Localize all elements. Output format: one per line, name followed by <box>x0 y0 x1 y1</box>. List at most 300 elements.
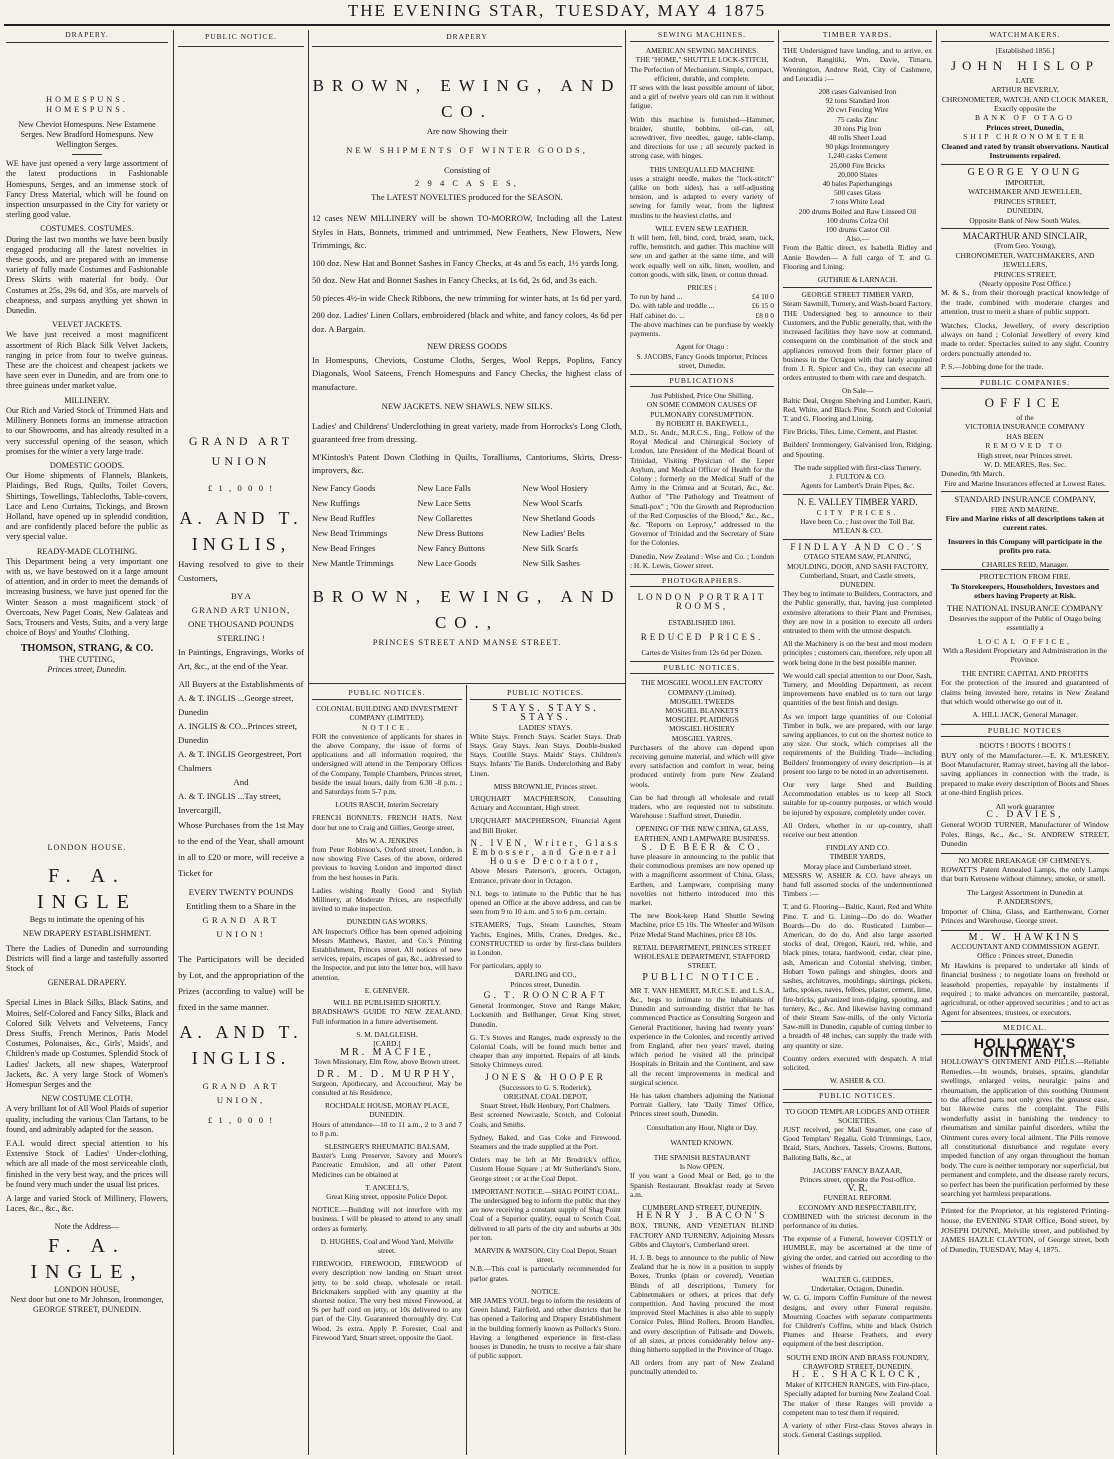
ad-text: Mr Hawkins is prepared to undertake all kinds of financial business ; to negotiate loans on freehold or leasehold properties, repayable by instalments if required ; to make advances on mercantile, pastoral, agricultural, or other approved securities ; and to act as Agent for absentees, trustees, or executors. <box>941 960 1109 1017</box>
column-divider <box>778 30 779 1455</box>
ad-heading: TIMBER YARDS, <box>829 852 886 862</box>
ad-signature: W. ASHER & CO. <box>829 1076 886 1086</box>
ad-text: HOLLOWAY'S OINTMENT AND PILLS.—Reliable Remedies.—In wounds, bruises, sprains, glandular swellings, enlarged veins, neuralgic pains and rheumatism, the application of this soothing Ointment to the affected parts not only gives the greatest ease, but likewise cures the complaint. The Pills wonderfully assist in banishing the tendency to rheumatism and similar painful disorders, whilst the Ointment cures every local ailment. The Pills remove all constitutional disturbance and regulate every impeded function of any organ throughout the human body. The cure is neither temporary nor superficial, but permanent and complete, and the disease rarely recurs, so perfect has been the purification performed by these searching yet harmless preparations. <box>941 1057 1109 1199</box>
ad-heading: NEW JACKETS. NEW SHAWLS. NEW SILKS. <box>381 401 553 411</box>
ad-heading: PRICES : <box>687 283 717 293</box>
ad-signature: D. HUGHES, Coal and Wood Yard, Melville street. <box>320 1236 454 1255</box>
ad-text: Surgeon, Apothecary, and Accoucheur, May be consulted at his Residence, <box>312 1078 462 1097</box>
ad-text: MR JAMES YOUL begs to inform the residents of Green Island, Fairfield, and other districts that he has opened a Tailoring and Drapery Establishment in the building formerly known as Pollock's Store. Having a lengthened experience in first-class houses in Dunedin, he trusts to receive a fair share of public support. <box>470 1295 621 1361</box>
ad-text: AN Inspector's Office has been opened adjoining Messrs Matthews, Baxter, and Co.'s Printing Establishment, Princes street. All notices of new services, repairs, escapes of gas, &c., addressed to the Inspector, and put into the letter box, will have attention. <box>312 926 462 982</box>
ad-text: ESTABLISHED 1861. <box>668 617 736 627</box>
imprint: Printed for the Proprietor, at his registered Printing-house, the EVENING STAR Office, Bond street, by JOSEPH DUNNE, Melville street, and published by JAMES HAZLE CLAYTON, of George street, both of Dunedin, TUESDAY, May 4, 1875. <box>941 1202 1109 1254</box>
ad-text: P. S.—Jobbing done for the trade. <box>941 362 1044 372</box>
prize-amount: £ 1 , 0 0 0 ! <box>207 483 275 493</box>
ad-text: Purchasers of the above can depend upon receiving genuine material, and which will give every satisfaction and comfort in wear, being produced entirely from pure New Zealand wools. <box>630 742 774 789</box>
ad-title: A. AND T. INGLIS. <box>179 1022 303 1068</box>
section-heading: PUBLICATIONS <box>630 374 774 387</box>
column-watchmakers <box>941 30 1109 1450</box>
ad-heading: NOTICE. <box>362 722 412 732</box>
list-item: New Wool Hosiery <box>522 482 588 493</box>
ad-text: MOSGIEL PLAIDINGS <box>665 715 739 725</box>
ad-text: Above Messrs Paterson's, grocers, Octagon, Entrance, private door in Octagon. <box>470 866 621 885</box>
column-timber-yards <box>783 30 932 1450</box>
newspaper-title: THE EVENING STAR, <box>347 1 546 20</box>
ad-text: 12 cases NEW MILLINERY will be shown TO-MORROW, Including all the Latest Styles in Hats, Bonnets, trimmed and untrimmed, New Feathers, New Flowers, New Trimmings, &c. <box>312 213 622 250</box>
ad-title: F. A. INGLE, <box>30 1234 144 1283</box>
list-item: New Bead Ruffles <box>312 512 375 523</box>
ad-heading: GRAND ART UNION, <box>202 1081 280 1105</box>
ad-text: 50 pieces 4½-in wide Check Ribbons, the new trimming for winter hats, at 1s 6d per yard. <box>312 292 622 303</box>
ad-heading: CUMBERLAND STREET, DUNEDIN. <box>642 1202 762 1212</box>
ad-text: To Storekeepers, Householders, Investors and others having Property at Risk. <box>950 581 1100 600</box>
ad-heading: DOMESTIC GOODS. <box>49 460 125 470</box>
ad-heading: MILLINERY. <box>64 395 110 405</box>
ad-heading: BANK OF OTAGO <box>975 113 1075 123</box>
ad-title: BROWN, EWING, AND CO. <box>312 75 622 121</box>
ad-text: A variety of other First-class Stoves always in stock. General Castings supplied. <box>783 1421 932 1440</box>
ad-text: ROCHDALE HOUSE, MORAY PLACE, DUNEDIN. <box>324 1101 450 1120</box>
ad-text: MOSGIEL YARNS. <box>671 733 733 743</box>
ad-text: A. & T. INGLIS ...George street, Dunedin <box>178 693 294 717</box>
ad-title: GEORGE YOUNG <box>941 164 1109 177</box>
ad-text: Ladies wishing Really Good and Stylish Millinery, at Moderate Prices, are respectfully invited to make inspection. <box>312 885 462 914</box>
ad-signature: P. ANDERSON'S, <box>997 897 1053 907</box>
ad-text: All orders from any part of New Zealand punctually attended to. <box>630 1358 774 1377</box>
ad-text: M.D., St. Andr., M.R.C.S., Eng., Fellow of the Royal Medical and Chirurgical Society of London, late President of the Medical Board of Trinidad, Visiting Physician of the Leper Asylum, and Medical Officer of Health for the Colony ; formerly on the Medical Staff of the Army in the Crimea and at Scutari, &c., &c. Author of "The Pathology and Treatment of Small-pox" ; "On the Growth and Reproduction of the Red Corpuscles of the Blood," &c., &c., &c. "Reports on Leprosy," addressed to the Governor of Trinidad and the Secretary of State for the Colonies. <box>630 427 774 548</box>
ad-text: Importer of China, Glass, and Earthenware, Corner Princes and Warehouse, George street. <box>941 906 1109 926</box>
ad-heading: NO MORE BREAKAGE OF CHIMNEYS. <box>941 853 1109 865</box>
ad-heading: FIRE AND MARINE. <box>990 504 1060 514</box>
ad-text: The above machines can be purchase by weekly payments. <box>630 319 774 339</box>
list-item: New Fancy Goods <box>312 482 376 493</box>
list-item: New Shetland Goods <box>522 512 595 523</box>
ad-text: Consisting of <box>443 164 491 175</box>
ad-title: DR. M. D. MURPHY, <box>316 1068 457 1080</box>
list-item: New Lace Goods <box>417 557 477 568</box>
ad-text: Ladies' and Childrens' Underclothing in great variety, made from Horrocks's Long Cloth, guaranteed free from dressing. <box>312 420 622 444</box>
ad-title: N. IVEN, Writer, Glass Embosser, and General House Decorator, <box>470 837 621 867</box>
ad-text: Opposite Bank of New South Wales. <box>969 215 1081 225</box>
ad-text: Fire and Marine Insurances effected at Lowest Rates. <box>944 478 1106 488</box>
ad-text: The maker of these Ranges will provide a competent man to test them if required. <box>783 1398 932 1417</box>
price-row <box>630 301 774 310</box>
ad-text: (Successors to G. S. Roderick), <box>499 1082 592 1092</box>
ad-heading: WILL BE PUBLISHED SHORTLY. <box>333 998 441 1008</box>
masthead <box>0 0 1114 22</box>
ad-heading: WILL EVEN SEW LEATHER. <box>655 223 749 233</box>
ad-text: IT sews with the least possible amount of labor, and a girl of twelve years old can run it without fatigue. <box>630 83 774 111</box>
ad-text: WE have just opened a very large assortment of the latest productions in Fashionable Homespuns, Serges, and an immense stock of Fancy Dress Material, which will be found on inspection unsurpassed in the City for variety or sterling good value. <box>6 159 168 220</box>
list-item: 100 drums Castor Oil <box>825 225 890 235</box>
ad-heading: ACCOUNTANT AND COMMISSION AGENT. <box>950 941 1100 951</box>
ad-text: By ROBERT H. BAKEWELL, <box>655 418 749 428</box>
ad-text: The expense of a Funeral, however COSTLY or HUMBLE, may be ascertained at the time of giving the order, and carried out according to the wishes of friends by <box>783 1234 932 1271</box>
list-item: New Ruffings <box>312 497 360 508</box>
ad-text: On Sale— <box>842 386 873 396</box>
ad-text: CRAWFORD STREET, DUNEDIN. <box>803 1361 912 1371</box>
list-item: New Wool Scarfs <box>522 497 583 508</box>
ad-title: FINDLAY AND CO.'S <box>783 539 932 552</box>
ad-title: MACARTHUR AND SINCLAIR, <box>941 228 1109 241</box>
ad-signature: S. JACOBS, Fancy Goods Importer, Princes street, Dunedin. <box>636 351 768 370</box>
ad-text: Special Lines in Black Silks, Black Satins, and Moires, Self-Colored and Fancy Silks, Black and Colored Silk Velvets and Velveteens, Fancy Dress Stuffs, French Merinos, Paris Model Costumes, Polonaises, &c., Girls', Maids', and Children's made up Costumes. Splendid Stock of Ladies' Jackets, all new shapes, Waterproof Jackets, &c. A very large Stock of Women's Homespun Serges and the <box>6 998 168 1090</box>
ad-text: Moray place and Cumberland street. <box>803 861 912 871</box>
ad-text: Office : Princes street, Dunedin <box>977 951 1073 961</box>
column-drapery <box>6 30 168 1450</box>
ad-text: Just Published, Price One Shilling. <box>650 391 754 401</box>
ad-title: F. A. INGLE <box>37 865 137 914</box>
ad-text: COMBINED with the strictest decorum in the performance of its duties. <box>783 1211 932 1230</box>
column-heading: TIMBER YARDS. <box>783 30 932 42</box>
list-item: New Bead Trimmings <box>312 527 388 538</box>
ad-heading: THE MOSGIEL WOOLLEN FACTORY COMPANY (Limited). <box>640 678 764 697</box>
ad-text: FIREWOOD, FIREWOOD, FIREWOOD of every description now landing on Stuart street jetty, to be sold cheap, wholesale or retail. Brickmakers supplied with any quantity at the shortest notice. The very best mixed Firewood, at 9s per half cord on jetty, or 10s delivered to any part of the City. Guaranteed thoroughly dry. Cut Wood, 2s extra. Apply P. Forester, Coal and Firewood Yard, Stuart street, opposite the Gaol. <box>312 1259 462 1342</box>
ad-text: Our Home shipments of Flannels, Blankets, Plaidings, Bed Rugs, Quilts, Toilet Covers, Shirtings, Towellings, Tablecloths, Table-covers, Lace and Leno Curtains, Tickings, and Brown Holland, have opened up in splendid condition, and are confidently placed before the public as very special value. <box>6 471 168 542</box>
list-item: 500 cases Glass <box>834 188 881 198</box>
ad-text: (From Geo. Young), <box>994 241 1056 251</box>
ad-title: OFFICE <box>984 395 1066 410</box>
ad-text: A large and varied Stock of Millinery, Flowers, Laces, &c., &c., &c. <box>6 1194 168 1214</box>
list-item: 48 rolls Sheet Lead <box>828 133 887 143</box>
ad-text: Baxter's Lung Preserver, Savory and Moore's Pancreatic Emulsion, and all other Patent Medicines can be obtained at <box>312 1151 462 1179</box>
ad-heading: ONE THOUSAND POUNDS STERLING ! <box>188 619 294 643</box>
ad-heading: [CARD.] <box>373 1038 401 1048</box>
ad-text: From the Baltic direct, ex Isabella Ridley and Annie Bowden— A full cargo of T. and G. Flooring and Lining. <box>783 243 932 271</box>
ad-text: Fire and Marine risks of all descriptions taken at current rates. <box>945 514 1105 533</box>
ad-text: The LATEST NOVELTIES produced for the SEASON. <box>371 191 563 202</box>
ad-text: ROWATT'S Patent Annealed Lamps, the only Lamps that burn Kerosene without chimney, smoke, or smell. <box>941 865 1109 884</box>
ad-text: IMPORTER, <box>1005 177 1045 187</box>
ad-text: PRINCES STREET AND MANSE STREET. <box>372 636 562 647</box>
ad-text: High street, near Princes street. <box>977 450 1073 460</box>
ad-heading: GEORGE STREET TIMBER YARD, <box>783 287 932 299</box>
list-item: 208 cases Galvanised Iron <box>818 87 897 97</box>
ad-text: Exactly opposite the <box>994 104 1056 114</box>
ad-text: Princes street, opposite the Post-office. <box>799 1174 916 1184</box>
ad-text: [Established 1856.] <box>995 46 1055 56</box>
ad-text: With this machine is furnished—Hammer, braider, shuttle, bobbins, oil-can, oil, screwdriver, five needles, gauge, table-clamp, and directions for use ; all securely packed in strong case, with hinges. <box>630 114 774 161</box>
ad-text: T. and G. Flooring—Baltic, Kauri, Red and White Pine. T. and G. Lining—Do do do. Weather Boards—Do do do. Rusticated Lumber—American, do do do. And also large assorted stocks of deal, Oregon, Kauri, red, white, and black pines, totara, hardwood, cedar, clear pine, ash, American and Colonial shelving, timber, Hobart Town palings and shingles, doors and sashes, architraves, mouldings, skirtings, pickets, laths, spokes, naves, felloes, plaster, cement, lime, fire-bricks, galvanized iron-ridging, spouting, and turnery, &c., &c. And likewise having command of their Steam Saw-mills, of the only Victoria Saw-mill in Dunedin, capable of cutting timber to a breadth of 48 inches, can supply the trade with any quantity or size. <box>783 902 932 1050</box>
ad-heading: THE ENTIRE CAPITAL AND PROFITS <box>961 668 1089 678</box>
ad-heading: T. ANCELL'S, <box>365 1182 409 1192</box>
ad-title: PUBLIC NOTICE. <box>642 972 762 984</box>
section-heading: PUBLIC NOTICES. <box>783 1089 932 1102</box>
ad-text: A very brilliant lot of All Wool Plaids of superior quality, including the various Clan Tartans, to be found, and admirably adapted for the season. <box>6 1104 168 1134</box>
price-row <box>630 292 774 301</box>
column-heading: DRAPERY <box>312 30 622 47</box>
ad-text: Builders' Ironmongery, Galvanised Iron, Ridging, and Spouting. <box>783 440 932 459</box>
ad-signature: DARLING and CO., <box>514 970 577 980</box>
ad-text: All work guarantee <box>995 801 1055 811</box>
firm-name: THOMSON, STRANG, & CO. <box>20 643 154 655</box>
ad-heading: JACOBS' FANCY BAZAAR, <box>812 1165 902 1175</box>
ad-title: A. AND T. INGLIS, <box>179 508 303 554</box>
ad-signature: W. D. MEARES, Res. Sec. <box>983 460 1067 470</box>
ad-heading: 2 9 4 C A S E S, <box>415 178 519 188</box>
ad-heading: RETAIL DEPARTMENT, PRINCES STREET WHOLESALE DEPARTMENT, STAFFORD STREET. <box>632 942 772 971</box>
ad-text: The Perfection of Mechanism. Simple, compact, efficient, durable, and complete. <box>630 64 774 83</box>
price-value: £6 15 0 <box>751 301 774 311</box>
ad-heading: THE SPANISH RESTAURANT <box>653 1152 751 1162</box>
ad-title: H. E. SHACKLOCK, <box>792 1370 923 1381</box>
ad-heading: IMPORTANT NOTICE.—SHAG POINT COAL. <box>471 1186 620 1196</box>
ad-text: BY A <box>231 591 251 601</box>
ad-text: With a Resident Proprietary and Administration in the Province. <box>943 645 1107 665</box>
ad-text: G. T.'s Stoves and Ranges, made expressly to the Colonial Coals, will be found much better and cheaper than any imported. Repairs of all kinds. Smoky Chimneys cured. <box>470 1032 621 1070</box>
ad-signature: GUTHRIE & LARNACH. <box>817 275 898 285</box>
ad-title: THE NATIONAL INSURANCE COMPANY <box>947 603 1103 614</box>
ad-text: Insurers in this Company will participate in the profits pro rata. <box>947 536 1103 556</box>
ad-text: GEORGE STREET, DUNEDIN. <box>32 1305 142 1315</box>
ad-text: Are now Showing their <box>426 125 508 136</box>
ad-text: Maker of KITCHEN RANGES, with Fire-place, <box>785 1380 930 1390</box>
ad-heading: NEW DRESS GOODS <box>426 341 508 351</box>
ad-text: General Ironmonger, Stove and Range Maker, Locksmith and Bellhanger, Great King street, Dunedin. <box>470 1001 621 1029</box>
ad-text: NOTICE.—Building will not interfere with my business. I will be pleased to attend to any small orders as formerly. <box>312 1205 462 1233</box>
list-item: New Collarettes <box>417 512 473 523</box>
ad-text: FRENCH BONNETS. FRENCH HATS. Next door but one to Craig and Gillies, George street, <box>312 813 462 832</box>
ad-title: STANDARD INSURANCE COMPANY, <box>941 491 1109 504</box>
price-label: To run by hand ... <box>630 292 683 302</box>
ad-text: Cumberland, Stuart, and Castle streets, DUNEDIN. <box>799 570 916 589</box>
list-item: New Mantle Trimmings <box>312 557 394 568</box>
ad-text: As we import large quantities of our Colonial Timber in bulk, we are prepared, with our large sawing appliances, to cut on the shortest notice to any size. Our stock, which comprises all the requirements of the Building Trade—including Builders' Ironmongery of every description—is at present too large to be noted in an advertisement. <box>783 711 932 776</box>
ad-text: Princes street, Dunedin. <box>510 979 581 989</box>
list-item: 40 bales Paperhangings <box>822 179 893 189</box>
ad-heading: OPENING OF THE NEW CHINA, GLASS, EARTHEN, AND LAMPWARE BUSINESS. <box>634 824 770 843</box>
ad-text: Having resolved to give to their Customers, <box>178 559 304 583</box>
masthead-rule <box>4 24 1110 26</box>
ad-text: (Nearly opposite Post Office.) <box>979 278 1071 288</box>
ad-heading: WANTED KNOWN. <box>670 1137 734 1147</box>
column-heading: DRAPERY. <box>6 30 168 43</box>
ad-text: It will hem, fell, bind, cord, braid, seam, tuck, ruffle, hemstitch, and gather. This machine will sew on and gather at the same time, and will work equally well on silk, linen, woollen, and cotton goods, with silk, linen, or cotton thread. <box>630 233 774 279</box>
list-item: 30 tons Pig Iron <box>833 123 882 133</box>
ad-text: A. & T. INGLIS ...Tay street, Invercargill, <box>178 791 281 815</box>
ad-heading: SHIP CHRONOMETER <box>963 132 1087 142</box>
column-heading: PUBLIC NOTICE. <box>178 30 304 47</box>
ad-text: N.I. begs to intimate to the Public that he has opened an Office at the above address, and can be seen from 9 to 10 a.m. and 5 to 6 p.m. certain. <box>470 888 621 917</box>
ad-text: 200 doz. Ladies' Linen Collars, embroidered (black and white, and fancy colors, 4s 6d per doz. A Bargain. <box>312 310 622 334</box>
ad-heading: GRAND ART UNION, <box>191 605 291 615</box>
ad-text: Is Now OPEN. <box>679 1162 725 1172</box>
stock-list <box>783 87 932 243</box>
ad-text: All Buyers at the Establishments of <box>178 679 304 689</box>
firm-subtitle: THE CUTTING, <box>59 654 115 664</box>
ad-text: During the last two months we have been busily engaged producing all the latest novelties in these goods, and are prepared with an immense variety of fully made Costumes and Fashionable Dress Skirts with material for body. Our Costumes at 25s, 29s 6d, and 35s, are marvels of cheapness, and surpass anything yet shown in Dunedin. <box>6 234 168 316</box>
ad-text: JUST received, per Mail Steamer, one case of Good Templars' Regalia, Gold Trimmings, Lace, Braid, Stars, Anchors, Tassels, Crowns, Buttons, Balloting Balls, &c., at <box>783 1124 932 1162</box>
ad-text: New Cheviot Homespuns. New Estamene Serges. New Bradford Homespuns. New Wellington Serges. <box>18 119 156 150</box>
list-item: 200 drums Boiled and Raw Linseed Oil <box>798 206 917 216</box>
ad-text: For particulars, apply to <box>470 961 542 971</box>
ad-text: Note the Address— <box>54 1222 120 1232</box>
ad-heading: CITY PRICES. <box>816 507 899 517</box>
ad-heading: LONDON HOUSE. <box>47 842 127 852</box>
ad-text: Princes street, Dunedin, <box>986 122 1064 132</box>
ad-heading: NEW SHIPMENTS OF WINTER GOODS, <box>346 145 588 155</box>
ad-heading: ECONOMY AND RESPECTABILITY, <box>798 1202 917 1212</box>
ad-text: This Department being a very important one with us, we have bestowed on it a large amount of attention, and in order to meet the demands of increasing business, we have just opened for the Winter Season a most magnificent stock of Overcoats, New Paget Coats, New Galateas and Sacs, Trousers and Vests, Suits, and a very large choice of Boys' and Youths' Clothing. <box>6 556 168 638</box>
ad-signature: S. M. DALGLEISH. <box>356 1029 418 1039</box>
ad-text: Country orders executed with despatch. A trial solicited. <box>783 1053 932 1072</box>
ad-heading: FUNERAL REFORM. <box>823 1193 892 1203</box>
ad-text: They beg to intimate to Builders, Contractors, and the Public generally, that, having just completed extensive alterations to their Plant and Premises, they are now in a position to execute all orders entrusted to them with the utmost despatch. <box>783 589 932 635</box>
ad-text: Agents for Lambert's Drain Pipes, &c. <box>800 481 915 491</box>
ad-title: V. R. <box>847 1183 868 1195</box>
ad-heading: BOOTS ! BOOTS ! BOOTS ! <box>979 741 1071 751</box>
ad-heading: VICTORIA INSURANCE COMPANY <box>964 422 1086 432</box>
ad-text: White Stays. French Stays. Scarlet Stays. Drab Stays. Gray Stays. Jean Stays. Double-busked Stays. Coutille Stays. Maids' Stays. Children's Stays. Infants' Tie Bands. Underclothing and Baby Linen. <box>470 731 621 778</box>
ad-text: from Peter Robinson's, Oxford street, London, is now showing Five Cases of the above, ordered previous to leaving London and imported direct from the best houses in Paris. <box>312 845 462 882</box>
column-art-union <box>178 30 304 1450</box>
ad-heading: PROTECTION FROM FIRE. <box>941 569 1109 581</box>
ad-text: STEAMERS, Tugs, Steam Launches, Steam Yachts, Engines, Mills, Cranes, Dredges, &c., CONSTRUCTED to order by first-class builders in London. <box>470 920 621 958</box>
ad-text: uses a straight needle, makes the "lock-stitch" (alike on both sides), has a self-adjusting tension, and is adapted to every variety of sewing for family wear, from the lightest muslins to the heaviest cloths, and <box>630 173 774 220</box>
ad-text: Agent for Otago : <box>675 342 729 352</box>
ad-heading: REMOVED TO <box>985 441 1065 451</box>
ad-heading: ORIGINAL COAL DEPOT, <box>503 1091 588 1101</box>
ad-text: FOR the convenience of applicants for shares in the above Company, the issue of forms of applications and all information required, the undersigned will attend in the Temporary Offices of the Company, Temple Chambers, Princes street, beside the usual hours, daily from 6.30 -8 p.m. ; and Saturdays from 5-7 p.m. <box>312 731 462 797</box>
ad-heading: ARTHUR BEVERLY, <box>991 85 1059 95</box>
ad-text: The Participators will be decided by Lot, and the appropriation of the Prizes (according to value) will be fixed in the same manner. <box>178 954 304 1012</box>
list-item: 1,240 casks Cement <box>827 151 888 161</box>
ad-heading: GRAND ART UNION! <box>202 915 280 939</box>
ad-heading: WATCHMAKER AND JEWELLER, <box>968 187 1082 197</box>
list-item: 20,000 Slates <box>837 169 878 179</box>
ad-title: JONES & HOOPER <box>485 1072 606 1083</box>
ad-text: MOSGIEL TWEEDS <box>669 696 735 706</box>
column-heading: PUBLIC NOTICES. <box>470 688 621 700</box>
ad-text: Watches, Clocks, Jewellery, of every description always on hand ; Colonial Jewellery of every kind made to order. Spectacles suited to any sight. Country orders punctually attended to. <box>941 320 1109 358</box>
ad-text: All Orders, whether in or up-country, shall receive our best attention <box>783 820 932 840</box>
brown-ewing-advert <box>312 30 622 682</box>
ad-heading: LONDON HOUSE, <box>54 1284 120 1294</box>
ad-heading: EVERY TWENTY POUNDS <box>188 887 294 897</box>
ad-title: C. DAVIES, <box>986 810 1064 821</box>
column-public-notices-b <box>470 688 621 1428</box>
ad-heading: Mrs W. A. JENKINS <box>355 835 419 845</box>
ad-text: HAS BEEN <box>1006 431 1044 441</box>
ad-title: M. W. HAWKINS <box>941 930 1109 942</box>
ad-text: Cartes de Visites from 12s 6d per Dozen. <box>641 647 763 657</box>
price-label: Do. with table and treddle ... <box>630 301 715 311</box>
price-label: Half cabinet do. ... <box>630 310 685 320</box>
ad-text: Have been Co. ; Just over the Toll Bar. <box>800 516 915 526</box>
ad-text: If you want a Good Meal or Bed, go to the Spanish Restaurant. Breakfast ready at Seven a.m. <box>630 1171 774 1199</box>
ad-text: BUY only of the Manufacturer.—E. K. M'LESKEY, Boot Manufacturer, Rattray street, having all the labor-saving appliances in connection with the trade, is prepared to make every description of Boots and Shoes at one-third English prices. <box>941 750 1109 798</box>
list-item: New Dress Buttons <box>417 527 484 538</box>
ad-text: Best screened Newcastle, Scotch, and Colonial Coals, and Smiths. <box>470 1110 621 1129</box>
ad-signature: WALTER G. GEDDES, <box>821 1274 894 1284</box>
column-divider <box>625 30 626 1455</box>
ad-text: Hours of attendance—10 to 11 a.m., 2 to 3 and 7 to 8 p.m. <box>312 1119 462 1138</box>
ad-text: A. & T. INGLIS Georgestreet, Port Chalmers <box>178 749 302 773</box>
ad-heading: CHRONOMETER, WATCH, AND CLOCK MAKER, <box>941 94 1109 104</box>
ad-text: URQUHART MACPHERSON, Financial Agent and Bill Broker. <box>470 816 621 835</box>
ad-signature: MARVIN & WATSON, City Coal Depot, Stuart street. <box>474 1245 617 1265</box>
ad-text: Great King street, opposite Police Depot. <box>326 1191 448 1201</box>
ad-heading: NEW DRAPERY ESTABLISHMENT. <box>22 929 152 939</box>
firm-address: Princes street, Dunedin. <box>47 664 127 674</box>
ad-text: URQUHART MACPHERSON, Consulting Actuary and Accountant, High street. <box>470 794 621 813</box>
section-heading: PUBLIC NOTICES. <box>630 661 774 674</box>
ad-text: He has taken chambers adjoining the National Portrait Gallery, late 'Daily Times' Office, Princes street south, Dunedin. <box>630 1090 774 1119</box>
ad-signature: E. GENEVER. <box>364 985 410 995</box>
ad-text: For the protection of the insured and guaranteed of claims being invested here, retains in New Zealand that which would otherwise go out of it. <box>941 678 1109 706</box>
ad-text: Baltic Deal, Oregon Shelving and Lumber, Kauri, Red, White, and Black Pine, Scotch and Colonial T. and G. Flooring and Lining. <box>783 395 932 423</box>
ad-text: Whose Purchases from the 1st May to the end of the Year, shall amount in all to £20 or more, will receive a Ticket for <box>178 820 304 878</box>
ad-title: HOLLOWAY'S OINTMENT, <box>973 1034 1077 1060</box>
ad-title: MR. MACFIE, <box>340 1047 434 1059</box>
price-value: £8 0 0 <box>755 310 774 320</box>
ad-heading: DUNEDIN GAS WORKS. <box>346 917 428 927</box>
ad-title: N. E. VALLEY TIMBER YARD. <box>783 494 932 507</box>
list-item: New Silk Sashes <box>522 557 580 568</box>
ad-text: There the Ladies of Dunedin and surrounding Districts will find a large and tastefully assorted Stock of <box>6 943 168 973</box>
ad-text: THE Undersigned beg to announce to their Customers, and the Public generally, that, with the increased facilities they have now at command, consequent on the combination of the stock and appliances removed from their former place of business in the Octagon with that lately acquired from J. R. Spicer and Co., they can execute all orders entrusted to them with care and despatch. <box>783 308 932 383</box>
section-heading: PHOTOGRAPHERS. <box>630 574 774 587</box>
ad-text: Entitling them to a Share in the <box>186 901 296 911</box>
list-item: Also,— <box>845 234 870 244</box>
section-heading: MEDICAL. <box>941 1021 1109 1034</box>
section-heading: PUBLIC NOTICES <box>941 724 1109 737</box>
ad-text: BRADSHAW'S GUIDE TO NEW ZEALAND. Full information in a future advertisement. <box>312 1007 462 1026</box>
ad-signature: FINDLAY AND CO. <box>826 843 889 853</box>
ad-title: HENRY J. BACON'S <box>636 1211 768 1222</box>
ad-text: Consultation any Hour, Night or Day. <box>646 1122 758 1132</box>
ad-text: Steam Sawmill, Turnery, and Wash-board Factory. <box>783 299 932 309</box>
ad-heading: GENERAL DRAPERY. <box>47 978 127 988</box>
ad-heading: TO GOOD TEMPLAR LODGES AND OTHER SOCIETIES. <box>785 1106 930 1125</box>
ad-text: THE Undersigned have landing, and to arrive, ex Kodrun, Rangitiki, Wm. Davie, Timaru, Wennington, Andrew Reid, City of Cashmere, and Leucadia :— <box>783 46 932 83</box>
list-item: 75 casks Zinc <box>837 114 878 124</box>
ad-heading: AMERICAN SEWING MACHINES. <box>645 46 759 56</box>
ad-text: M. & S., from their thorough practical knowledge of the trade, combined with moderate charges and attention, trust to merit a share of public support. <box>941 288 1109 317</box>
ad-text: Fire Bricks, Tiles, Lime, Cement, and Plaster. <box>783 427 918 437</box>
price-row <box>630 311 774 320</box>
column-divider <box>936 30 937 1455</box>
list-item: New Silk Scarfs <box>522 542 578 553</box>
ad-heading: COSTUMES. COSTUMES. <box>40 224 134 234</box>
ad-text: A. INGLIS & CO...Princes street, Dunedin <box>178 721 297 745</box>
ad-title: G. T. ROONCRAFT <box>483 990 608 1001</box>
ad-text: DUNEDIN, <box>1006 206 1044 216</box>
ad-heading: THIS UNEQUALLED MACHINE <box>649 164 755 174</box>
ad-text: have pleasure in announcing to the public that their commodious premises are now opened up with a magnificent assortment of China, Glass, Earthen, and Lampware, comprising many novelties not hitherto introduced into this market. <box>630 852 774 908</box>
item-list <box>312 482 622 570</box>
ad-text: MESSRS W. ASHER & CO. have always on hand full assorted stocks of the undermentioned Timbers :— <box>783 870 932 899</box>
ad-text: of the <box>1016 413 1034 422</box>
ad-text: N.B.—This coal is particularly recommended for parlor grates. <box>470 1264 621 1283</box>
ad-heading: ON SOME COMMON CAUSES OF PULMONARY CONSUMPTION. <box>646 400 758 419</box>
ad-text: M'Kintosh's Patent Down Clothing in Quilts, Toralliums, Cantoriums, Skirts, Dress-improvers, &c. <box>312 451 622 475</box>
column-divider <box>466 685 467 1455</box>
list-item: 7 tons White Lead <box>830 197 885 207</box>
ad-text: We would call special attention to our Door, Sash, Turnery, and Moulding Department, as recent improvements have enabled us to turn out large quantities of the best finish and design. <box>783 670 932 708</box>
ad-text: Dunedin, New Zealand : Wise and Co. ; London : H. K. Lewis, Gower street. <box>630 551 774 570</box>
ad-text: MOSGIEL HOSIERY <box>668 724 736 734</box>
column-heading: SEWING MACHINES. <box>630 30 774 42</box>
ad-heading: VELVET JACKETS. <box>51 320 123 330</box>
ad-title: LONDON PORTRAIT ROOMS, <box>637 592 767 612</box>
list-item: New Lace Setts <box>417 497 471 508</box>
list-item: New Bead Fringes <box>312 542 376 553</box>
ad-text: BOX, TRUNK, AND VENETIAN BLIND FACTORY AND TURNERY, Adjoining Messrs Gibbs and Clayton's, Cumberland street. <box>630 1221 774 1249</box>
ad-text: In Paintings, Engravings, Works of Art, &c., at the end of the Year. <box>178 647 304 671</box>
ad-text: General WOOD TURNER, Manufacturer of Window Poles, Rings, &c., &c., St. ANDREW STREET, Dunedin <box>941 820 1109 849</box>
ad-heading: READY-MADE CLOTHING. <box>36 546 138 556</box>
list-item: New Fancy Buttons <box>417 542 485 553</box>
